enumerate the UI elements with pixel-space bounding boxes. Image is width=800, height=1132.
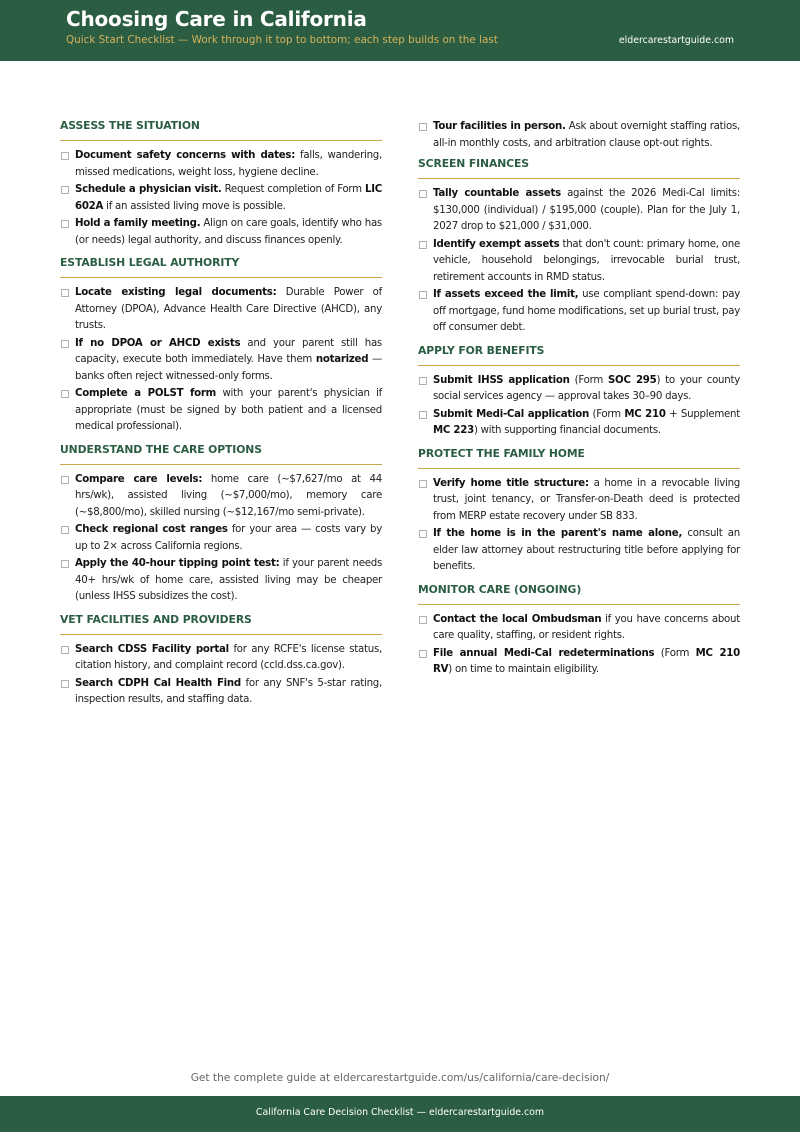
bold-text: MC 210 RV [433, 647, 740, 675]
section-home [418, 447, 740, 576]
item-text: with your parent's physician if appropriate (must be signed by both patient and a licensed medical professional). [75, 388, 382, 432]
section-heading: MONITOR CARE (ONGOING) [418, 583, 740, 605]
checklist [60, 642, 382, 709]
item-text: (Form [569, 374, 608, 386]
section-heading: UNDERSTAND THE CARE OPTIONS [60, 443, 382, 465]
item-text: consult an elder law attorney about restructuring title before applying for benefits. [433, 528, 740, 572]
checklist-item [60, 386, 382, 436]
bold-text: Document safety concerns with dates: [75, 150, 296, 161]
item-text: + Supplement [665, 408, 740, 420]
bold-text: Contact the local Ombudsman [433, 613, 602, 625]
checklist [418, 119, 740, 152]
checkbox[interactable] [61, 526, 69, 534]
bold-text: Tour facilities in person. [433, 121, 566, 132]
bold-text: Apply the 40-hour tipping point test: [75, 558, 280, 569]
checklist-item [60, 285, 382, 335]
bold-text: Search CDPH Cal Health Find [75, 677, 241, 689]
section-options [60, 443, 382, 606]
bold-text: MC 223 [433, 425, 474, 436]
checklist-item [418, 476, 740, 526]
item-text: (Form [589, 408, 625, 420]
checkbox[interactable] [61, 646, 69, 654]
item-text: a home in a revocable living trust, joint tenancy, or Transfer-on-Death deed is protected from MERP estate recovery under SB 833. [433, 477, 740, 522]
section-tour [418, 119, 740, 152]
section-monitor [418, 583, 740, 679]
checklist-item [418, 186, 740, 236]
page-footer [0, 1096, 800, 1132]
bold-text: Verify home title structure: [433, 477, 589, 489]
page-header [0, 0, 800, 61]
bold-text: Search CDSS Facility portal [75, 643, 229, 655]
checklist-item [60, 676, 382, 709]
section-vet [60, 613, 382, 709]
checkbox[interactable] [61, 220, 69, 228]
checkbox[interactable] [419, 123, 427, 131]
page-subtitle: Quick Start Checklist — Work through it top to bottom; each step builds on the last [66, 34, 498, 46]
checklist-item [60, 182, 382, 215]
checkbox[interactable] [419, 480, 427, 488]
checkbox[interactable] [61, 340, 69, 348]
page-title: Choosing Care in California [66, 7, 367, 31]
header-site-link[interactable]: eldercarestartguide.com [618, 35, 734, 46]
checklist-item [418, 287, 740, 337]
section-benefits [418, 344, 740, 440]
checklist [60, 472, 382, 606]
bold-text: Tally countable assets [433, 188, 561, 199]
item-text: falls, wandering, missed medications, weight loss, hygiene decline. [75, 150, 382, 178]
item-text: against the 2026 Medi-Cal limits: $130,000 (individual) / $195,000 (couple). Plan for the July 1, 2027 drop to $21,000 / $31,000. [433, 188, 740, 232]
bold-text: If the home is in the parent's name alone, [433, 528, 683, 539]
checklist-item [418, 526, 740, 576]
item-text: home care (~$7,627/mo at 44 hrs/wk), assisted living (~$7,000/mo), memory care (~$8,800/mo), skilled nursing (~$12,167/mo semi-private). [75, 473, 382, 518]
item-text: if an assisted living move is possible. [103, 200, 286, 212]
item-text: Ask about overnight staffing ratios, all-in monthly costs, and arbitration clause opt-out rights. [433, 121, 740, 149]
checkbox[interactable] [419, 190, 427, 198]
item-text: Durable Power of Attorney (DPOA), Advance Health Care Directive (AHCD), any trusts. [75, 287, 382, 331]
checklist [418, 373, 740, 440]
checklist [60, 285, 382, 436]
bold-text: Submit IHSS application [433, 374, 570, 386]
bold-text: MC 210 [624, 408, 666, 420]
bold-text: Identify exempt assets [433, 238, 560, 250]
checklist-item [418, 119, 740, 152]
bold-text: Submit Medi-Cal application [433, 408, 590, 420]
bold-text: If no DPOA or AHCD exists [75, 337, 241, 349]
item-text: for any RCFE's license status, citation history, and complaint record (ccld.dss.ca.gov). [75, 643, 382, 671]
checkbox[interactable] [419, 241, 427, 249]
item-text: — banks often reject witnessed-only forms. [75, 354, 382, 382]
checklist-item [60, 216, 382, 249]
item-text: if you have concerns about care quality, staffing, or resident rights. [433, 613, 740, 641]
bold-text: Check regional cost ranges [75, 524, 228, 535]
bold-text: Hold a family meeting. [75, 218, 201, 229]
checkbox[interactable] [61, 476, 69, 484]
item-text: Request completion of Form [221, 184, 365, 195]
bold-text: If assets exceed the limit, [433, 289, 579, 300]
section-assess [60, 119, 382, 249]
section-heading: APPLY FOR BENEFITS [418, 344, 740, 366]
checklist-item [418, 373, 740, 406]
checkbox[interactable] [61, 560, 69, 568]
section-legal [60, 256, 382, 436]
checklist-item [418, 237, 740, 287]
section-heading: ESTABLISH LEGAL AUTHORITY [60, 256, 382, 278]
item-text: use compliant spend-down: pay off mortgage, fund home modifications, set up burial trust, pay off consumer debt. [433, 289, 740, 333]
section-heading: PROTECT THE FAMILY HOME [418, 447, 740, 469]
footer-text: California Care Decision Checklist — eldercarestartguide.com [255, 1107, 545, 1118]
item-text: for any SNF's 5-star rating, inspection results, and staffing data. [75, 677, 382, 705]
checklist [418, 476, 740, 576]
bold-text: Complete a POLST form [75, 388, 217, 399]
checkbox[interactable] [419, 291, 427, 299]
checklist [418, 186, 740, 337]
section-heading: VET FACILITIES AND PROVIDERS [60, 613, 382, 635]
checkbox[interactable] [61, 152, 69, 160]
checkbox[interactable] [419, 530, 427, 538]
checklist-item [60, 642, 382, 675]
checklist-item [60, 336, 382, 386]
item-text: that don't count: primary home, one vehicle, household belongings, irrevocable burial trust, retirement accounts in RMD status. [433, 238, 740, 283]
checklist-item [418, 407, 740, 440]
checklist-item [60, 556, 382, 606]
item-text: ) to your county social services agency — approval takes 30–90 days. [433, 374, 740, 402]
checkbox[interactable] [61, 390, 69, 398]
bold-text: SOC 295 [607, 374, 657, 386]
checklist-item [418, 646, 740, 679]
bold-text: Schedule a physician visit. [75, 184, 222, 195]
bold-text: File annual Medi-Cal redeterminations [433, 647, 655, 659]
checkbox[interactable] [419, 616, 427, 624]
item-text: ) on time to maintain eligibility. [448, 664, 599, 675]
checklist-item [418, 612, 740, 645]
guide-link[interactable]: Get the complete guide at eldercarestartguide.com/us/california/care-decision/ [190, 1072, 610, 1084]
bold-text: Compare care levels: [75, 473, 203, 485]
left-column [60, 119, 382, 716]
section-heading: ASSESS THE SITUATION [60, 119, 382, 141]
item-text: if your parent needs 40+ hrs/wk of home care, assisted living may be cheaper (unless IHSS subsidizes the cost). [75, 558, 383, 602]
bold-text: Locate existing legal documents: [75, 287, 277, 298]
section-finances [418, 157, 740, 337]
checkbox[interactable] [419, 650, 427, 658]
right-column [418, 119, 740, 686]
checklist [418, 612, 740, 679]
checkbox[interactable] [61, 680, 69, 688]
checkbox[interactable] [419, 377, 427, 385]
item-text: (Form [654, 647, 696, 659]
bold-text: LIC 602A [75, 184, 382, 212]
section-heading: SCREEN FINANCES [418, 157, 740, 179]
checkbox[interactable] [419, 411, 427, 419]
item-text: for your area — costs vary by up to 2× across California regions. [75, 524, 382, 552]
checklist-item [60, 522, 382, 555]
item-text: and your parent still has capacity, execute both immediately. Have them [75, 337, 382, 365]
checkbox[interactable] [61, 289, 69, 297]
checklist-item [60, 472, 382, 522]
item-text: ) with supporting financial documents. [473, 425, 661, 436]
bold-text: notarized [315, 354, 369, 365]
item-text: Align on care goals, identify who has (or needs) legal authority, and discuss finances openly. [75, 218, 382, 246]
checklist-item [60, 148, 382, 181]
checkbox[interactable] [61, 186, 69, 194]
checklist [60, 148, 382, 249]
